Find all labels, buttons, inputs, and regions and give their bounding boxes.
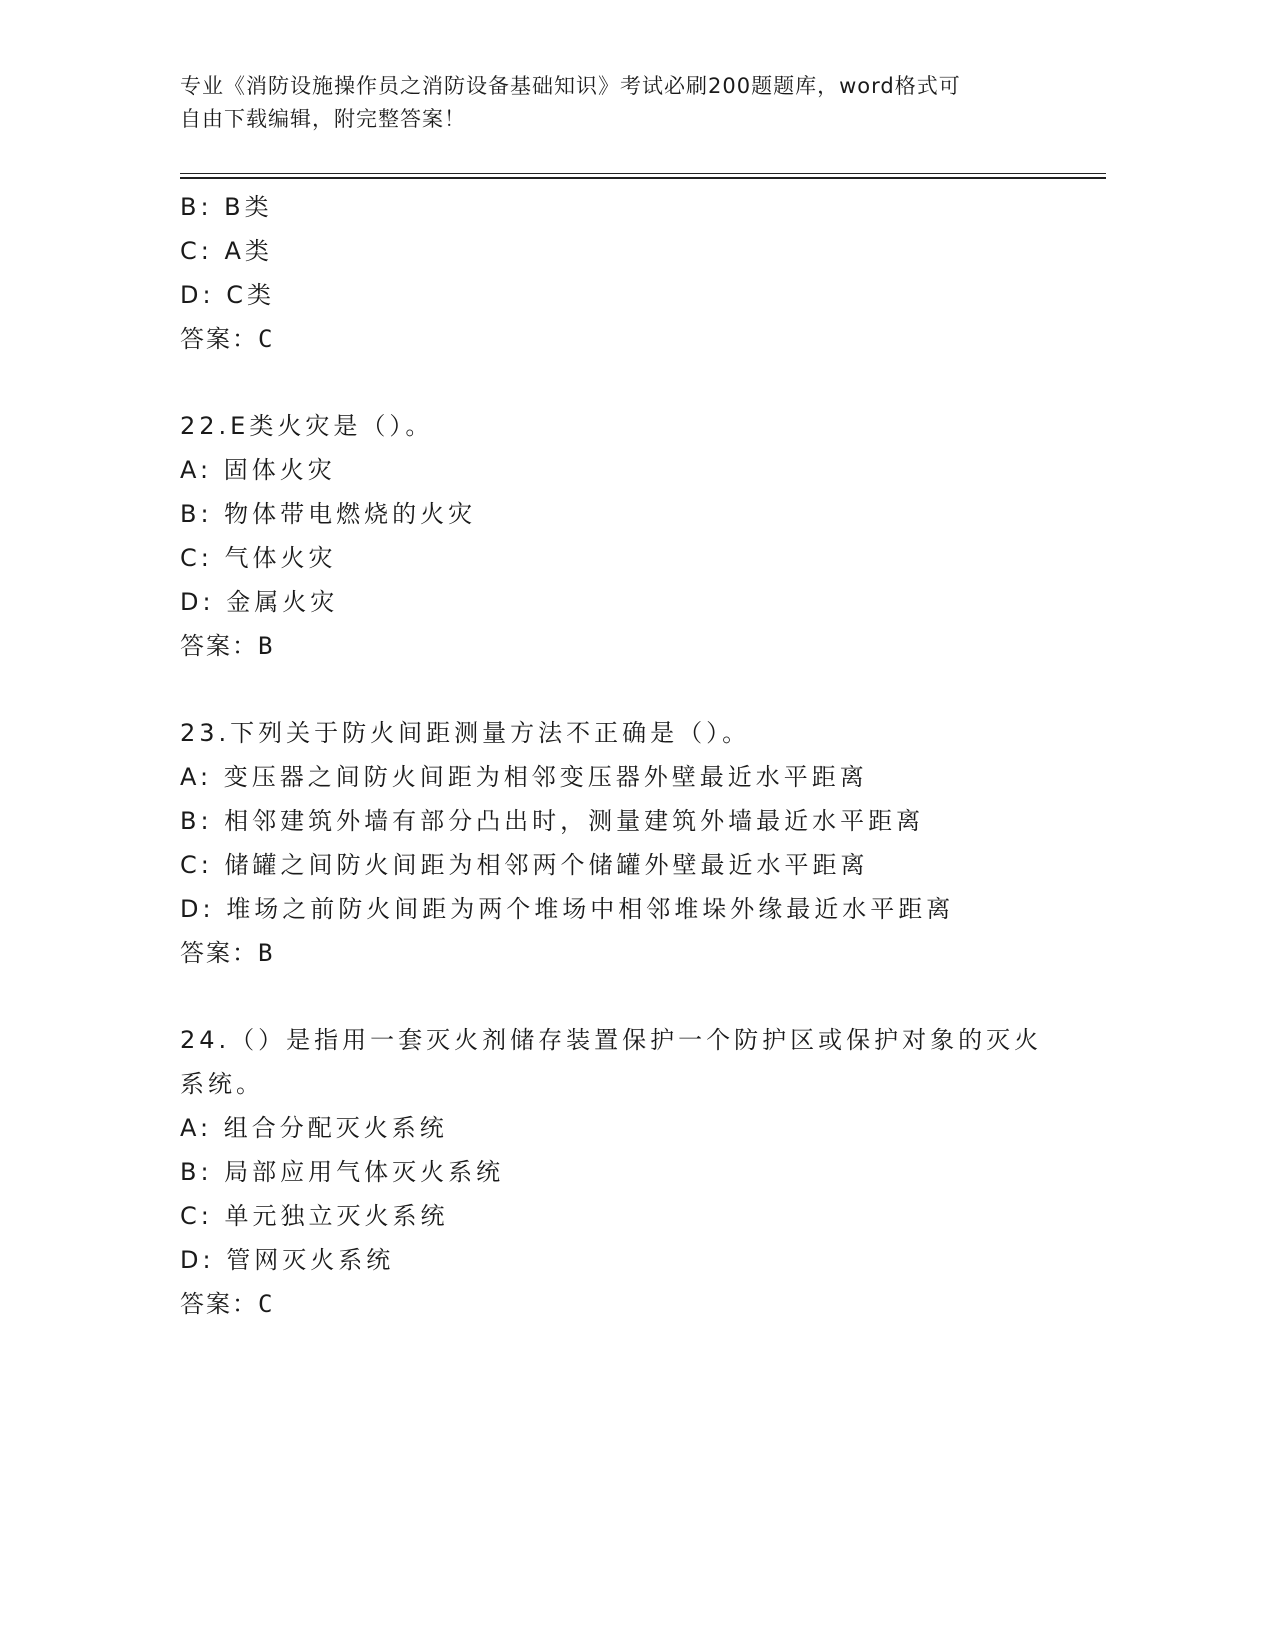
- question-21-continued: [180, 185, 1080, 361]
- answer-line: [180, 317, 1080, 361]
- option-c: C: 单元独立灭火系统: [180, 1202, 449, 1230]
- answer-label: 答案：: [180, 939, 258, 967]
- option-c: C: A类: [180, 237, 273, 265]
- answer-value: C: [258, 325, 275, 353]
- answer-value: B: [258, 939, 275, 967]
- question-23: [180, 711, 1080, 975]
- option-b: B: 物体带电燃烧的火灾: [180, 500, 477, 528]
- answer-label: 答案：: [180, 632, 258, 660]
- question-list: [180, 185, 1080, 1326]
- answer-label: 答案：: [180, 325, 258, 353]
- question-22: [180, 404, 1080, 668]
- option-a: A: 固体火灾: [180, 456, 336, 484]
- option-d: D: 堆场之前防火间距为两个堆场中相邻堆垛外缘最近水平距离: [180, 895, 955, 923]
- document-header: [180, 70, 1040, 136]
- option-d: D: C类: [180, 281, 275, 309]
- header-divider-thick: [180, 177, 1106, 179]
- option-c: C: 储罐之间防火间距为相邻两个储罐外壁最近水平距离: [180, 851, 869, 879]
- answer-value: B: [258, 632, 275, 660]
- question-text: 22.E类火灾是（）。: [180, 412, 434, 440]
- option-a: A: 组合分配灭火系统: [180, 1114, 448, 1142]
- option-b: B: B类: [180, 193, 273, 221]
- option-c: C: 气体火灾: [180, 544, 337, 572]
- option-a: A: 变压器之间防火间距为相邻变压器外壁最近水平距离: [180, 763, 868, 791]
- option-d: D: 管网灭火系统: [180, 1246, 395, 1274]
- header-line-1: 专业《消防设施操作员之消防设备基础知识》考试必刷200题题库，word格式可: [180, 74, 961, 98]
- answer-label: 答案：: [180, 1290, 258, 1318]
- answer-line: [180, 1282, 1080, 1326]
- question-text-line-2: 系统。: [180, 1070, 264, 1098]
- option-b: B: 局部应用气体灭火系统: [180, 1158, 505, 1186]
- question-text-line-1: 24.（）是指用一套灭火剂储存装置保护一个防护区或保护对象的灭火: [180, 1026, 1043, 1054]
- header-line-2: 自由下载编辑，附完整答案！: [180, 107, 466, 131]
- answer-value: C: [258, 1290, 275, 1318]
- question-24: [180, 1018, 1080, 1326]
- option-d: D: 金属火灾: [180, 588, 339, 616]
- option-b: B: 相邻建筑外墙有部分凸出时，测量建筑外墙最近水平距离: [180, 807, 925, 835]
- header-divider-thin: [180, 173, 1106, 174]
- answer-line: [180, 931, 1080, 975]
- answer-line: [180, 624, 1080, 668]
- question-text: 23.下列关于防火间距测量方法不正确是（）。: [180, 719, 751, 747]
